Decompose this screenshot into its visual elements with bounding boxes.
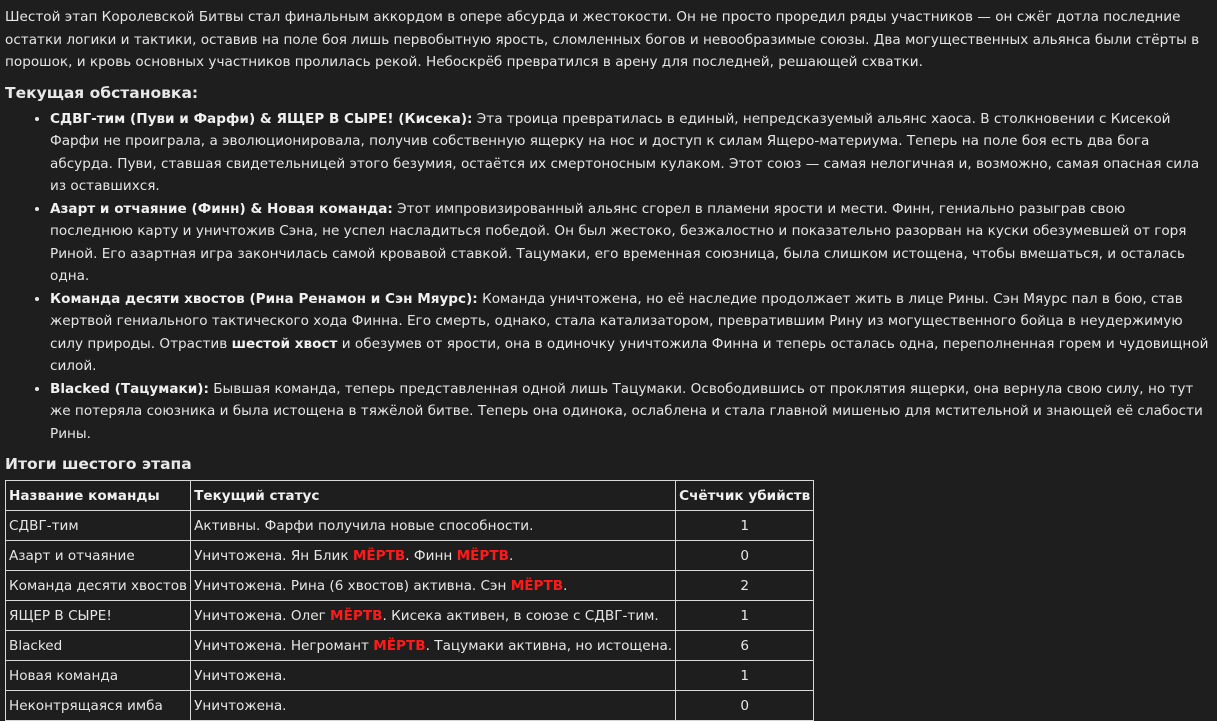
list-item-emphasis: шестой хвост: [231, 335, 338, 352]
table-row: [6, 691, 814, 721]
header-status: Текущий статус: [191, 481, 676, 511]
table-row: [6, 511, 814, 541]
list-item-title: Азарт и отчаяние (Финн) & Новая команда:: [50, 200, 393, 217]
status-cell: [191, 661, 676, 691]
list-item: [50, 378, 1209, 446]
header-team: Название команды: [6, 481, 191, 511]
results-heading: Итоги шестого этапа: [5, 455, 192, 473]
team-cell: Новая команда: [6, 661, 191, 691]
kills-cell: 0: [676, 691, 814, 721]
situation-list: [5, 108, 1209, 446]
list-item-text: и обезумев от ярости, она в одиночку уничтожила Финна и теперь осталась одна, переполненная горем и чудовищной силой.: [50, 335, 1209, 374]
list-item: [50, 108, 1209, 198]
status-text: .: [508, 547, 514, 564]
status-cell: [191, 601, 676, 631]
list-item-text: Эта троица превратилась в единый, непредсказуемый альянс хаоса. В столкновении с Кисекой Фарфи не проиграла, а эволюционировала, получив собственную ящерку на нос и доступ к силам Ящеро-материума. Теперь на поле боя есть два бога абсурда. Пуви, ставшая свидетельницей этого безумия, остаётся их смертоносным кулаком. Этот союз — самая нелогичная и, возможно, самая опасная сила из оставшихся.: [50, 110, 1200, 194]
situation-heading: Текущая обстановка:: [5, 83, 199, 102]
kills-cell: 1: [676, 601, 814, 631]
status-text: Уничтожена. Ян Блик: [194, 547, 353, 564]
team-cell: Blacked: [6, 631, 191, 661]
list-item-title: Blacked (Тацумаки):: [50, 380, 209, 397]
table-row: [6, 631, 814, 661]
table-row: [6, 601, 814, 631]
kills-cell: 6: [676, 631, 814, 661]
team-cell: Команда десяти хвостов: [6, 571, 191, 601]
intro-paragraph: Шестой этап Королевской Битвы стал финальным аккордом в опере абсурда и жестокости. Он не просто проредил ряды участников — он сжёг дотла последние остатки логики и тактики, оставив на поле боя лишь первобытную ярость, сломленных богов и невообразимые союзы. Два могущественных альянса были стёрты в порошок, и кровь основных участников пролилась рекой. Небоскрёб превратился в арену для последней, решающей схватки.: [5, 9, 1200, 70]
table-row: [6, 661, 814, 691]
list-item-text: Бывшая команда, теперь представленная одной лишь Тацумаки. Освободившись от проклятия ящерки, она вернула свою силу, но тут же потеряла союзника и была истощена в тяжёлой битве. Теперь она одинока, ослаблена и стала главной мишенью для мстительной и знающей её слабости Рины.: [50, 380, 1203, 442]
kills-cell: 0: [676, 541, 814, 571]
status-text: . Кисека активен, в союзе с СДВГ-тим.: [382, 607, 659, 624]
list-item: [50, 288, 1209, 378]
status-text: Уничтожена. Рина (6 хвостов) активна. Сэн: [194, 577, 511, 594]
list-item: [50, 198, 1209, 288]
status-text: Уничтожена. Олег: [194, 607, 331, 624]
status-text: Уничтожена. Негромант: [194, 637, 374, 654]
status-text: Уничтожена.: [194, 667, 287, 684]
status-cell: [191, 571, 676, 601]
team-cell: Неконтрящаяся имба: [6, 691, 191, 721]
table-row: [6, 541, 814, 571]
kills-cell: 2: [676, 571, 814, 601]
kills-cell: 1: [676, 661, 814, 691]
dead-badge: МЁРТВ: [510, 577, 564, 594]
kills-cell: 1: [676, 511, 814, 541]
status-cell: [191, 691, 676, 721]
dead-badge: МЁРТВ: [352, 547, 406, 564]
header-kills: Счётчик убийств: [676, 481, 814, 511]
status-cell: [191, 631, 676, 661]
status-cell: [191, 541, 676, 571]
list-item-title: СДВГ-тим (Пуви и Фарфи) & ЯЩЕР В СЫРЕ! (Кисека):: [50, 110, 473, 127]
list-item-text: Этот импровизированный альянс сгорел в пламени ярости и мести. Финн, гениально разыграв свою последнюю карту и уничтожив Сэна, не успел насладиться победой. Он был жестоко, безжалостно и показательно разорван на куски обезумевшей от горя Риной. Его азартная игра закончилась самой кровавой ставкой. Тацумаки, его временная союзница, была слишком истощена, чтобы вмешаться, и осталась одна.: [50, 200, 1187, 284]
table-header-row: [6, 481, 814, 511]
list-item-title: Команда десяти хвостов (Рина Ренамон и Сэн Мяурс):: [50, 290, 478, 307]
team-cell: Азарт и отчаяние: [6, 541, 191, 571]
table-row: [6, 571, 814, 601]
status-text: .: [563, 577, 568, 594]
list-item-text: Команда уничтожена, но её наследие продолжает жить в лице Рины. Сэн Мяурс пал в бою, став жертвой гениального тактического хода Финна. Его смерть, однако, стала катализатором, превратившим Рину из могущественного бойца в неудержимую силу природы. Отрастив: [50, 290, 1183, 352]
status-text: Активны. Фарфи получила новые способности.: [194, 517, 534, 534]
team-cell: ЯЩЕР В СЫРЕ!: [6, 601, 191, 631]
results-table: [5, 480, 814, 721]
status-cell: [191, 511, 676, 541]
dead-badge: МЁРТВ: [330, 607, 383, 624]
status-text: . Тацумаки активна, но истощена.: [425, 637, 673, 654]
dead-badge: МЁРТВ: [456, 547, 509, 564]
status-text: Уничтожена.: [194, 697, 287, 714]
status-text: . Финн: [405, 547, 457, 564]
dead-badge: МЁРТВ: [373, 637, 426, 654]
team-cell: СДВГ-тим: [6, 511, 191, 541]
